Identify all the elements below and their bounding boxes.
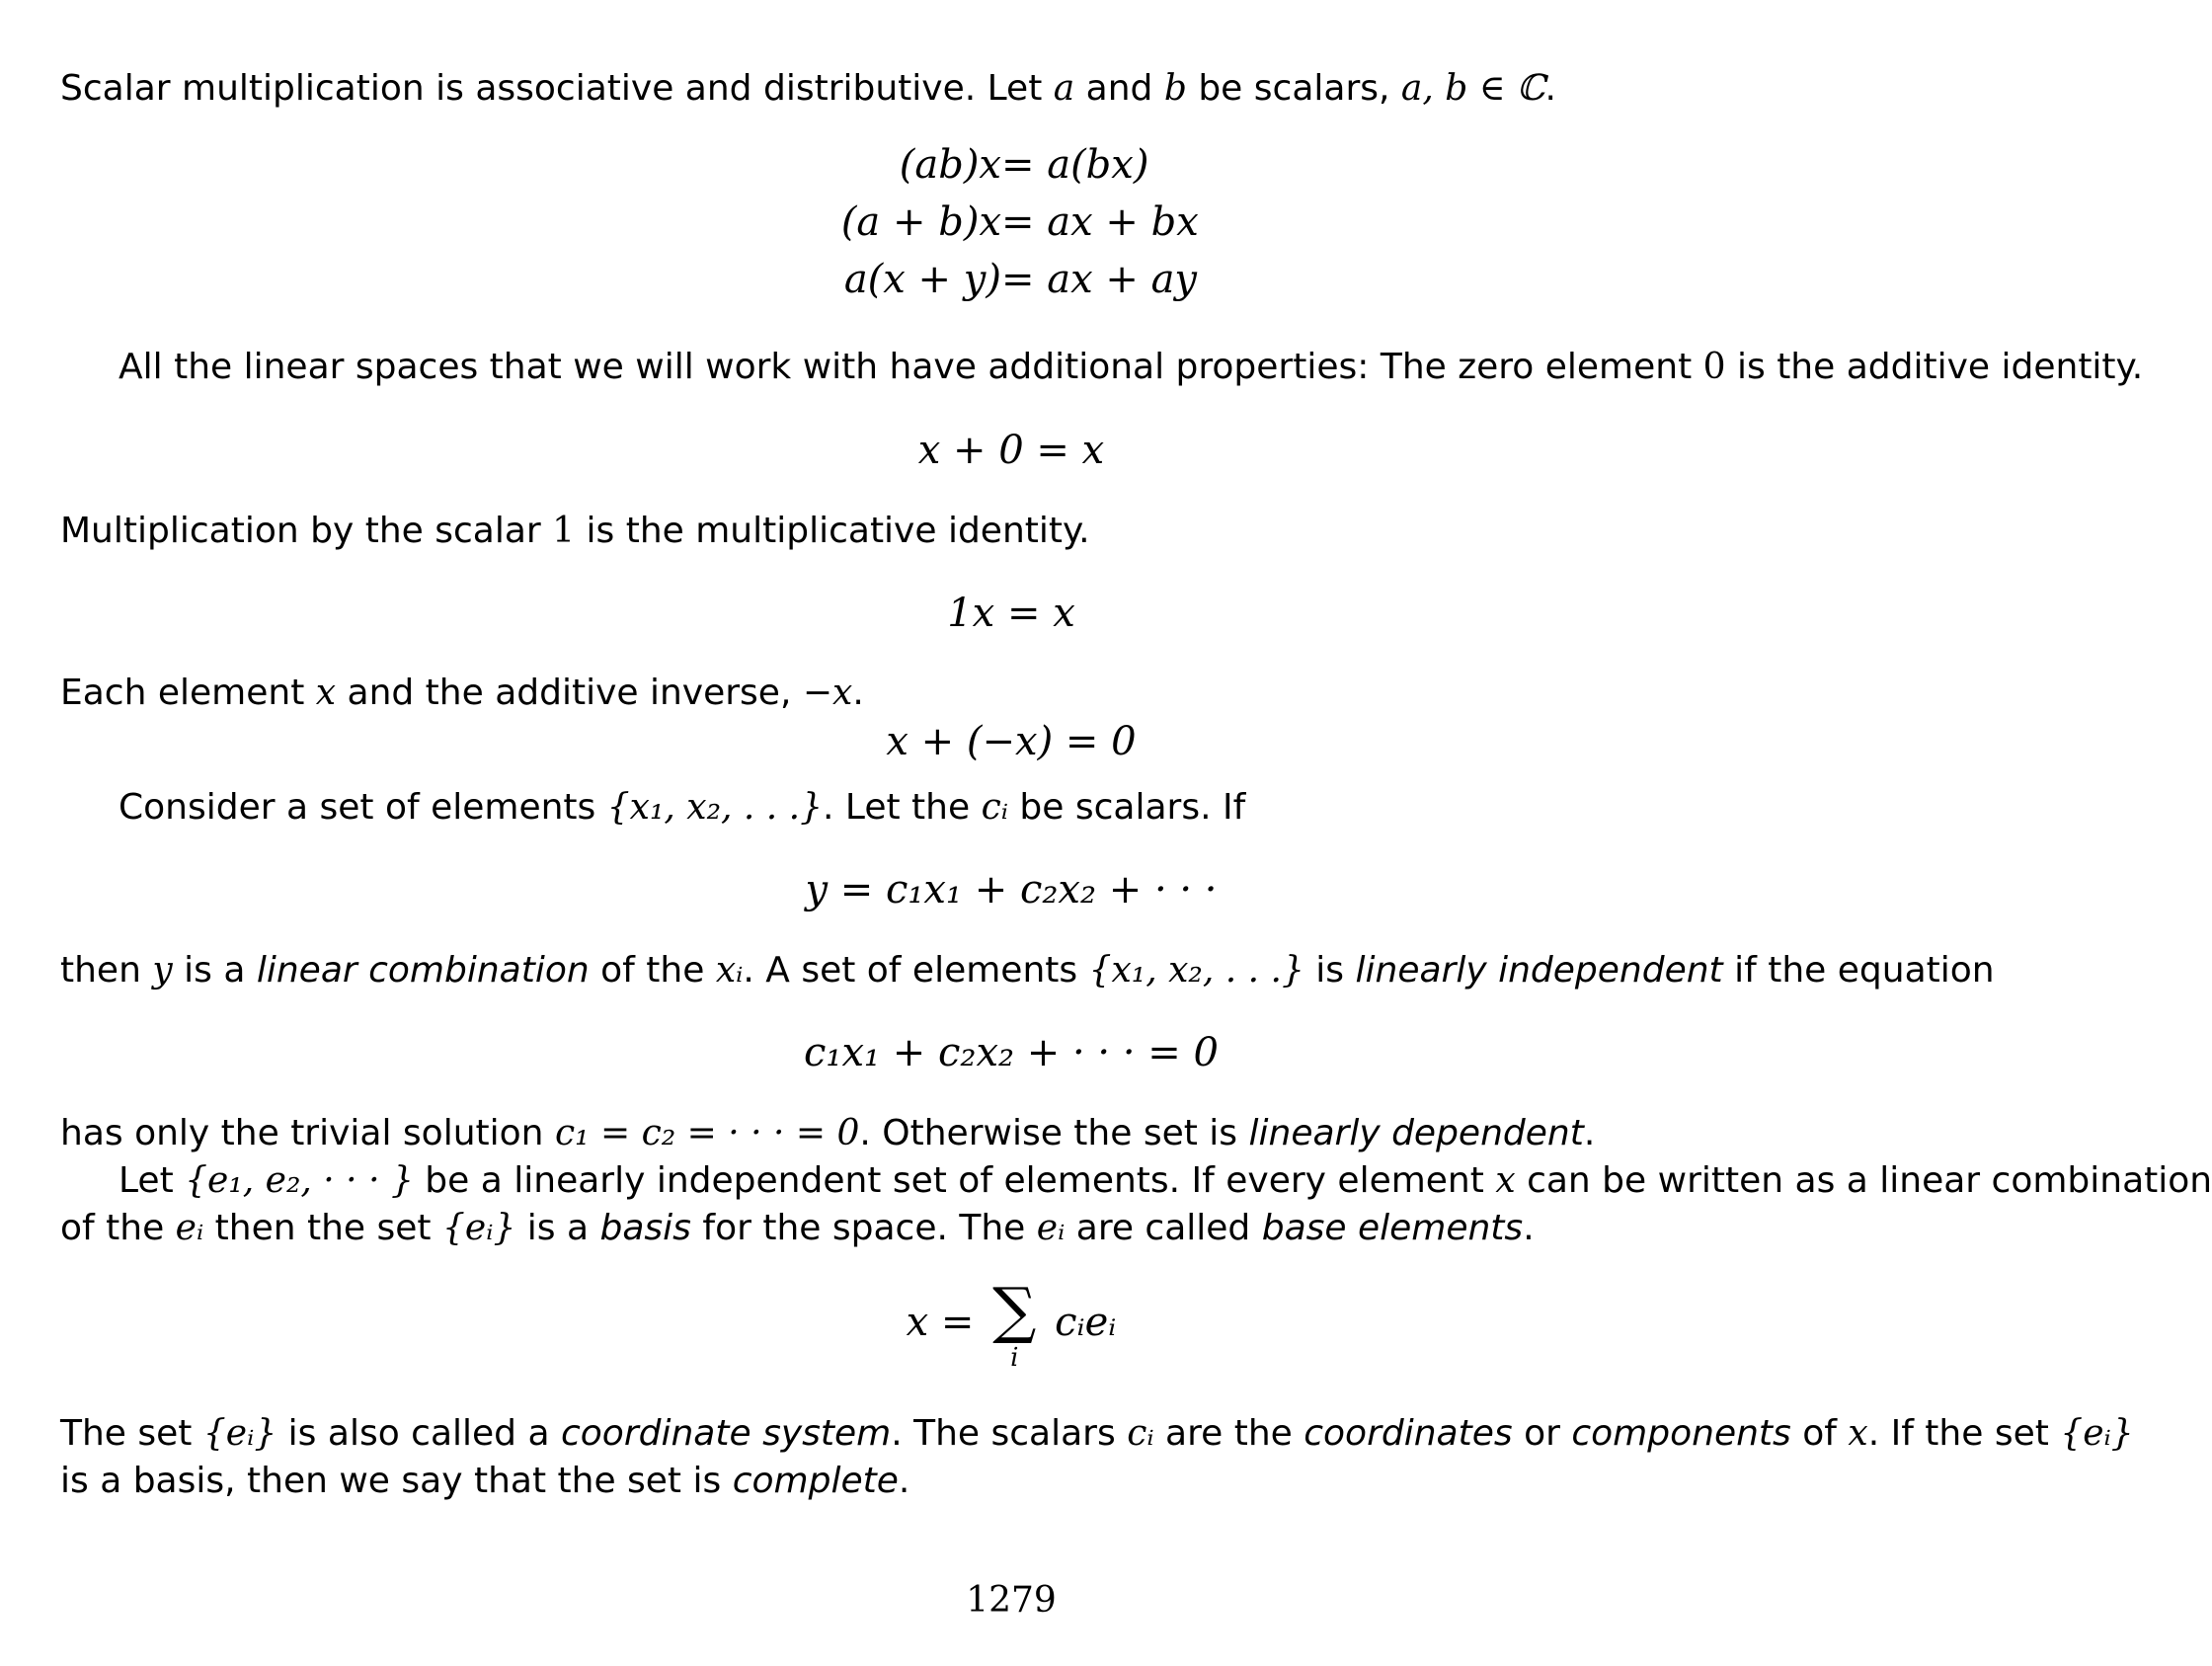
term-basis: basis (599, 1208, 691, 1248)
summation (992, 1274, 1037, 1373)
math-set: {x₁, x₂, . . .} (606, 787, 824, 828)
paragraph-coordinate-system-line-2 (60, 1460, 909, 1503)
math-ci: cᵢ (981, 787, 1008, 828)
math-scalar-set: a, b ∈ ℂ (1400, 68, 1545, 109)
sum-index: i (1010, 1343, 1019, 1373)
text: . (898, 1461, 910, 1501)
text: . Let the (823, 787, 982, 828)
math-one: 1 (552, 511, 576, 551)
math-a: a (1053, 68, 1075, 109)
text: is a (172, 950, 257, 991)
math-x: x (1848, 1413, 1868, 1454)
text: Multiplication by the scalar (60, 511, 553, 551)
text: and (1074, 68, 1164, 109)
math-set-e: {e₁, e₂, · · · } (185, 1160, 414, 1201)
paragraph-trivial-solution (60, 1112, 1595, 1155)
equation-rhs: = ax + ay (1001, 257, 1198, 302)
text: is the multiplicative identity. (575, 511, 1090, 551)
text: is the additive identity. (1725, 347, 2144, 387)
text: are the (1153, 1413, 1304, 1454)
text: then the set (203, 1208, 442, 1248)
equation-inverse: x + (−x) = 0 (886, 719, 1137, 764)
text: can be written as a linear combination (1515, 1160, 2212, 1201)
term-base-elements: base elements (1261, 1208, 1524, 1248)
term-linearly-dependent: linearly dependent (1248, 1113, 1584, 1153)
text: of (1790, 1413, 1849, 1454)
text: . A set of elements (743, 950, 1089, 991)
text: All the linear spaces that we will work with have additional properties: The zero element (118, 347, 1703, 387)
sum-sign-icon: ∑ (992, 1274, 1037, 1346)
math-y: y (152, 950, 173, 991)
text: is (1304, 950, 1356, 991)
text: is a basis, then we say that the set is (60, 1461, 733, 1501)
term-coordinate-system: coordinate system (560, 1413, 892, 1454)
paragraph-linear-combination (60, 949, 1995, 992)
math-zero: 0 (1702, 347, 1726, 387)
paragraph-multiplicative-identity (60, 510, 1090, 553)
paragraph-basis-line-2 (60, 1207, 1535, 1250)
equation-associative-distributive (0, 142, 2022, 314)
math-set-ei: {eᵢ} (442, 1208, 516, 1248)
math-ci: cᵢ (1127, 1413, 1154, 1454)
equation-independence: c₁x₁ + c₂x₂ + · · · = 0 (804, 1030, 1219, 1075)
text: . (1523, 1208, 1535, 1248)
equation-lhs: (a + b)x (840, 199, 1001, 245)
math-x: x (1495, 1160, 1516, 1201)
page-number: 1279 (966, 1580, 1057, 1621)
paragraph-additive-identity (118, 346, 2143, 389)
text: Scalar multiplication is associative and distributive. Let (60, 68, 1054, 109)
text: has only the trivial solution (60, 1113, 555, 1153)
paragraph-set-of-elements (118, 786, 1245, 830)
math-trivial: c₁ = c₂ = · · · = 0 (554, 1113, 860, 1153)
text: Each element (60, 673, 316, 713)
text: for the space. The (690, 1208, 1037, 1248)
paragraph-basis-line-1 (118, 1159, 2212, 1203)
text: of the (589, 950, 716, 991)
equation-row (0, 199, 2022, 257)
equation-rhs: = ax + bx (1001, 199, 1199, 245)
math-xi: xᵢ (715, 950, 744, 991)
text: Let (118, 1160, 186, 1201)
equation-row (0, 257, 2022, 314)
text: . (1544, 68, 1556, 109)
text: . (1583, 1113, 1596, 1153)
math-ei: eᵢ (1036, 1208, 1066, 1248)
paragraph-coordinate-system-line-1 (60, 1412, 2134, 1456)
text: of the (60, 1208, 176, 1248)
equation-zero: x + 0 = x (917, 428, 1105, 473)
text: and the additive inverse, (336, 673, 803, 713)
math-set: {x₁, x₂, . . .} (1088, 950, 1304, 991)
paragraph-scalar-mult (60, 67, 1556, 111)
paragraph-additive-inverse (60, 672, 864, 715)
text: . (852, 673, 864, 713)
text: . Otherwise the set is (859, 1113, 1249, 1153)
math-set-ei: {eᵢ} (2060, 1413, 2134, 1454)
text: . The scalars (891, 1413, 1128, 1454)
math-b: b (1163, 68, 1187, 109)
text: be a linearly independent set of elements. If every element (413, 1160, 1496, 1201)
math-set-ei: {eᵢ} (202, 1413, 277, 1454)
equation-basis-sum (0, 1274, 2022, 1373)
text: The set (60, 1413, 203, 1454)
text: . If the set (1867, 1413, 2061, 1454)
equation-one: 1x = x (947, 591, 1075, 636)
math-ei: eᵢ (175, 1208, 204, 1248)
text: is a (515, 1208, 600, 1248)
text: Consider a set of elements (118, 787, 607, 828)
text: be scalars, (1186, 68, 1401, 109)
math-neg-x: −x (802, 673, 853, 713)
text: be scalars. If (1007, 787, 1246, 828)
text: then (60, 950, 153, 991)
text: is also called a (276, 1413, 561, 1454)
text: are called (1065, 1208, 1262, 1248)
equation-lhs: x = (906, 1300, 975, 1345)
term-linearly-independent: linearly independent (1355, 950, 1723, 991)
term-linear-combination: linear combination (256, 950, 590, 991)
equation-lhs: (ab)x (899, 142, 1001, 188)
term-coordinates: coordinates (1304, 1413, 1513, 1454)
math-x: x (315, 673, 337, 713)
equation-rhs: = a(bx) (1001, 142, 1149, 188)
term-complete: complete (732, 1461, 899, 1501)
term-components: components (1571, 1413, 1791, 1454)
text: if the equation (1722, 950, 1995, 991)
equation-combination: y = c₁x₁ + c₂x₂ + · · · (805, 867, 1218, 912)
equation-row (0, 142, 2022, 199)
equation-lhs: a(x + y) (843, 257, 1001, 302)
equation-rhs: cᵢeᵢ (1055, 1300, 1117, 1345)
text: or (1512, 1413, 1572, 1454)
